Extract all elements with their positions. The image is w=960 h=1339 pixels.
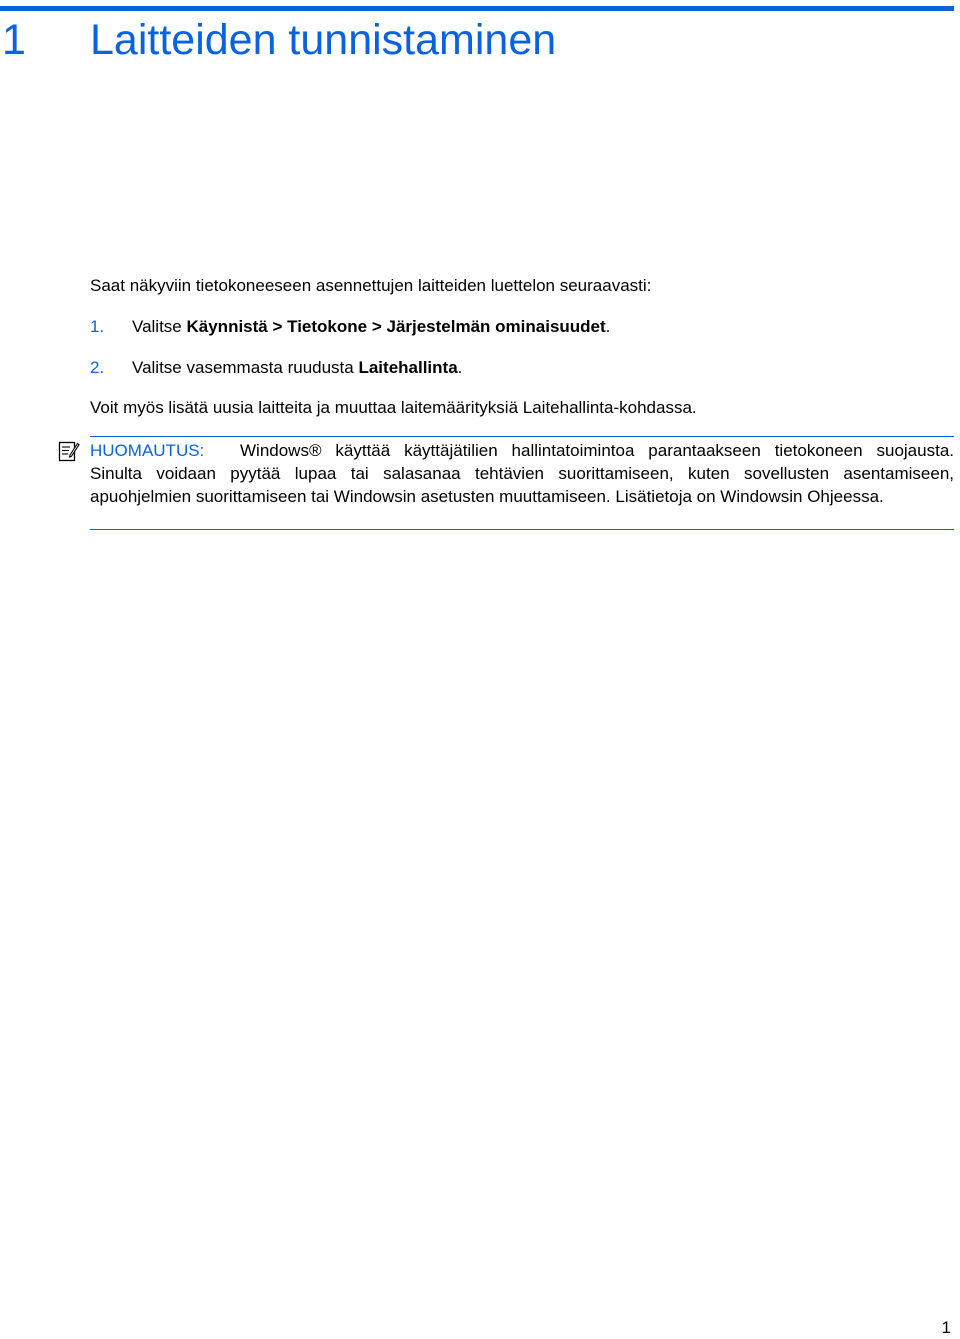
chapter-title: Laitteiden tunnistaminen: [90, 16, 557, 64]
extra-paragraph: Voit myös lisätä uusia laitteita ja muuttaa laitemäärityksiä Laitehallinta-kohdassa.: [90, 398, 697, 417]
chapter-heading: [2, 15, 556, 65]
step-item-2: [90, 358, 462, 378]
intro-paragraph: Saat näkyviin tietokoneeseen asennettujen laitteiden luettelon seuraavasti:: [90, 276, 652, 295]
note-text: Windows® käyttää käyttäjätilien hallintatoimintoa parantaakseen tietokoneen suojausta. Sinulta voidaan pyytää lupaa tai salasanaa tehtävien suorittamiseen, kuten sovellusten asentamiseen, apuohjelmien suorittamiseen tai Windowsin asetusten muuttamiseen. Lisätietoja on Windowsin Ohjeessa.: [90, 441, 954, 506]
chapter-number: 1: [2, 16, 26, 64]
note-bottom-rule: [90, 529, 954, 530]
menu-path-device-manager: Laitehallinta: [358, 358, 458, 377]
note-pencil-icon: [58, 440, 80, 462]
menu-path-separator: >: [367, 317, 387, 336]
note-block: [90, 439, 954, 508]
step-item-1: [90, 317, 610, 337]
step-text-prefix: Valitse: [132, 317, 187, 336]
step-text-suffix: .: [457, 358, 463, 377]
step-text-prefix: Valitse vasemmasta ruudusta: [132, 358, 359, 377]
step-number: 2.: [90, 358, 105, 377]
menu-path-system-properties: Järjestelmän ominaisuudet: [386, 317, 606, 336]
page-number: 1: [941, 1318, 951, 1337]
note-label: HUOMAUTUS:: [90, 441, 205, 460]
menu-path-separator: >: [267, 317, 288, 336]
step-number: 1.: [90, 317, 105, 336]
menu-path-computer: Tietokone: [287, 317, 368, 336]
step-text-suffix: .: [605, 317, 611, 336]
top-rule: [0, 6, 954, 11]
note-top-rule: [90, 436, 954, 437]
menu-path-start: Käynnistä: [186, 317, 268, 336]
